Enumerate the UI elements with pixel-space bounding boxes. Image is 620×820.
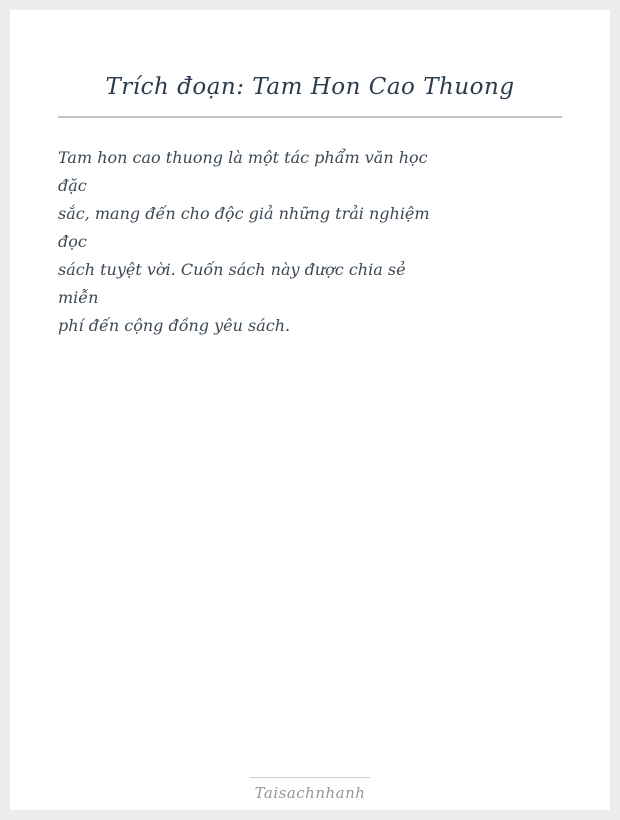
page-title: Trích đoạn: Tam Hon Cao Thuong xyxy=(105,74,515,100)
excerpt-line: sách tuyệt vời. Cuốn sách này được chia sẻ xyxy=(58,260,406,279)
footer-divider xyxy=(250,777,370,778)
excerpt-line: đọc xyxy=(58,232,87,251)
footer-brand: Taisachnhanh xyxy=(254,784,366,802)
page-footer xyxy=(10,777,610,803)
excerpt-body xyxy=(58,144,562,340)
excerpt-line: miễn xyxy=(58,288,99,307)
excerpt-line: phí đến cộng đồng yêu sách. xyxy=(58,316,291,335)
excerpt-line: sắc, mang đến cho độc giả những trải nghiệm xyxy=(58,204,430,223)
document-page xyxy=(10,10,610,810)
excerpt-line: Tam hon cao thuong là một tác phẩm văn học xyxy=(58,148,428,167)
excerpt-line: đặc xyxy=(58,176,87,195)
title-divider xyxy=(58,116,562,118)
